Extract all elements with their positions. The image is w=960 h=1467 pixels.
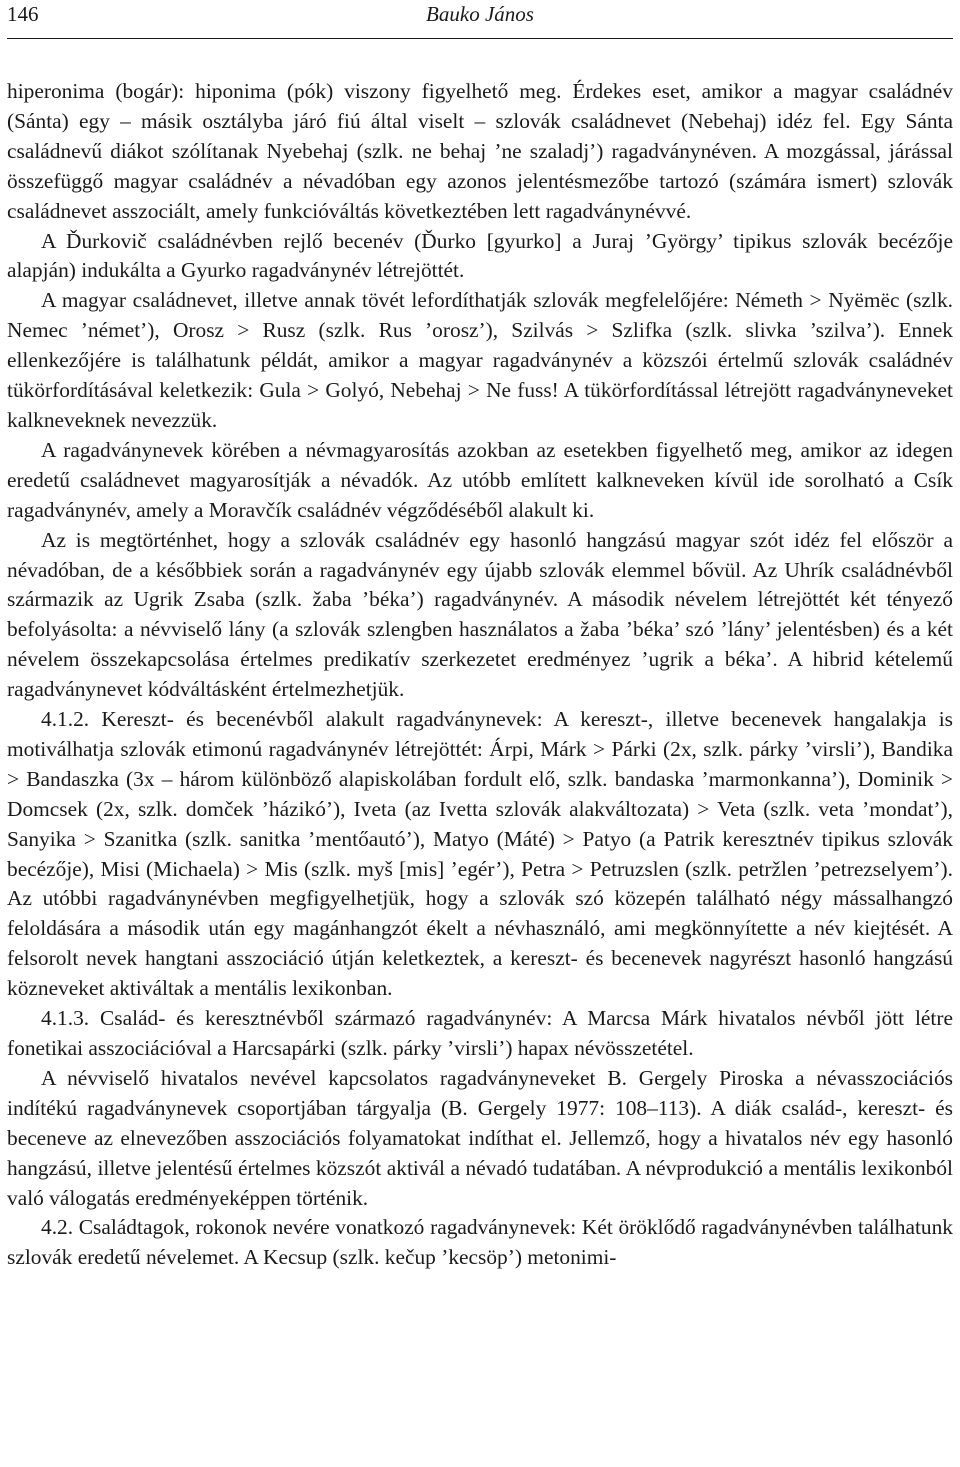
paragraph-p6: 4.1.2. Kereszt- és becenévből alakult ragadványnevek: A kereszt-, illetve becenevek hangalakja is motiválhatja szlovák etimonú ragadványnév létrejöttét: Árpi, Márk > Párki (2x, szlk. párky ’virsli’), Bandika > Bandaszka (3x – három különböző alapiskolában fordult elő, szlk. bandaska ’marmonkanna’), Dominik > Domcsek (2x, szlk. domček ’házikó’), Iveta (az Ivetta szlovák alakváltozata) > Veta (szlk. veta ’mondat’), Sanyika > Szanitka (szlk. sanitka ’mentőautó’), Matyo (Máté) > Patyo (a Patrik keresztnév tipikus szlovák becézője), Misi (Michaela) > Mis (szlk. myš [mis] ’egér’), Petra > Petruzslen (szlk. petržlen ’petrezselyem’). Az utóbbi ragadványnévben megfigyelhetjük, hogy a szlovák szó közepén található négy mássalhangzó feloldására a második után egy magánhangzót ékelt a névhasználó, ami megkönnyítette a név kiejtését. A felsorolt nevek hangtani asszociáció útján keletkeztek, a kereszt- és becenevek nagyrészt hasonló hangzású közneveket aktiváltak a mentális lexikonban. xyxy=(7,707,953,1001)
body-text xyxy=(7,77,953,1273)
running-title: Bauko János xyxy=(426,2,534,26)
page-number: 146 xyxy=(7,2,39,26)
paragraph-p9: 4.2. Családtagok, rokonok nevére vonatkozó ragadványnevek: Két öröklődő ragadványnévben találhatunk szlovák eredetű névelemet. A Kecsup (szlk. kečup ’kecsöp’) metonimi- xyxy=(7,1215,953,1270)
paragraph-p3: A magyar családnevet, illetve annak tövét lefordíthatják szlovák megfelelőjére: Németh > Nyëmëc (szlk. Nemec ’német’), Orosz > Rusz (szlk. Rus ’orosz’), Szilvás > Szlifka (szlk. slivka ’szilva’). Ennek ellenkezőjére is találhatunk példát, amikor a magyar ragadványnév a közszói értelmű szlovák családnév tükörfordításával keletkezik: Gula > Golyó, Nebehaj > Ne fuss! A tükörfordítással létrejött ragadványneveket kalkneveknek nevezzük. xyxy=(7,288,953,432)
paragraph-p8: A névviselő hivatalos nevével kapcsolatos ragadványneveket B. Gergely Piroska a névasszociációs indítékú ragadványnevek csoportjában tárgyalja (B. Gergely 1977: 108–113). A diák család-, kereszt- és beceneve az elnevezőben asszociációs folyamatokat indíthat el. Jellemző, hogy a hivatalos név egy hasonló hangzású, illetve jelentésű értelmes közszót aktivál a névadó tudatában. A névprodukció a mentális lexikonból való válogatás eredményeképpen történik. xyxy=(7,1065,953,1210)
running-head xyxy=(7,0,953,28)
paragraph-p5: Az is megtörténhet, hogy a szlovák családnév egy hasonló hangzású magyar szót idéz fel először a névadóban, de a későbbiek során a ragadványnév egy újabb szlovák elemmel bővül. Az Uhrík családnévből származik az Ugrik Zsaba (szlk. žaba ’béka’) ragadványnév. A második névelem létrejöttét két tényező befolyásolta: a névviselő lány (a szlovák szlengben használatos a žaba ’béka’ szó ’lány’ jelentésben) és a két névelem összekapcsolása értelmes predikatív szerkezetet eredményez ’ugrik a béka’. A hibrid kételemű ragadványnevet kódváltásként értelmezhetjük. xyxy=(7,527,953,702)
header-rule xyxy=(7,38,953,39)
paragraph-p7: 4.1.3. Család- és keresztnévből származó ragadványnév: A Marcsa Márk hivatalos névből jött létre fonetikai asszociációval a Harcsapárki (szlk. párky ’virsli’) hapax névösszetétel. xyxy=(7,1006,953,1060)
paragraph-p4: A ragadványnevek körében a névmagyarosítás azokban az esetekben figyelhető meg, amikor az idegen eredetű családnevet magyarosítják a névadók. Az utóbb említett kalkneveken kívül ide sorolható a Csík ragadványnév, amely a Moravčík családnév végződéséből alakult ki. xyxy=(7,437,953,522)
paragraph-p2: A Ďurkovič családnévben rejlő becenév (Ďurko [gyurko] a Juraj ’György’ tipikus szlovák becézője alapján) indukálta a Gyurko ragadványnév létrejöttét. xyxy=(7,228,953,283)
paragraph-p1: hiperonima (bogár): hiponima (pók) viszony figyelhető meg. Érdekes eset, amikor a magyar családnév (Sánta) egy – másik osztályba járó fiú által viselt – szlovák családnevet (Nebehaj) idéz fel. Egy Sánta családnevű diákot szólítanak Nyebehaj (szlk. ne behaj ’ne szaladj’) ragadványnéven. A mozgással, járással összefüggő magyar családnév a névadóban egy azonos jelentésmezőbe tartozó (számára ismert) szlovák családnevet asszociált, amely funkcióváltás következtében lett ragadványnévvé. xyxy=(7,79,953,223)
